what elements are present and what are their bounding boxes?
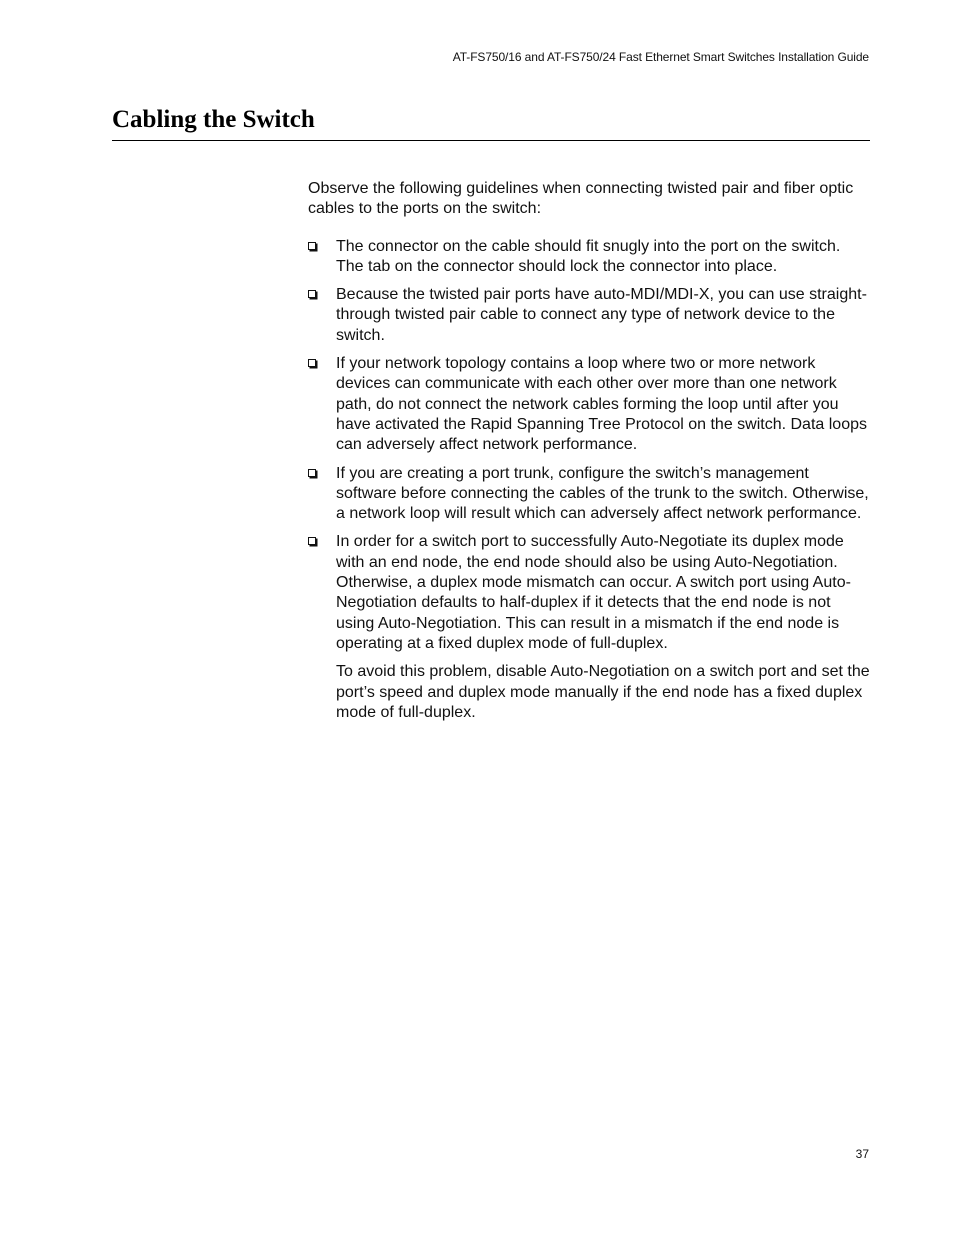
guideline-item — [308, 285, 870, 346]
guideline-item — [308, 464, 870, 525]
hollow-square-bullet-icon — [308, 469, 316, 477]
hollow-square-bullet-icon — [308, 359, 316, 367]
followup-paragraph: To avoid this problem, disable Auto-Negotiation on a switch port and set the port’s speed and duplex mode manually if the end node has a fixed duplex mode of full-duplex. — [336, 663, 870, 721]
hollow-square-bullet-icon — [308, 242, 316, 250]
guideline-list — [308, 237, 870, 655]
body-column — [308, 179, 870, 723]
hollow-square-bullet-icon — [308, 537, 316, 545]
guideline-text: If you are creating a port trunk, configure the switch’s management software before connecting the cables of the trunk to the switch. Otherwise, a network loop will result which can adversely affect network performance. — [336, 464, 869, 523]
guideline-item — [308, 237, 870, 278]
hollow-square-bullet-icon — [308, 290, 316, 298]
guideline-item — [308, 532, 870, 654]
intro-paragraph: Observe the following guidelines when connecting twisted pair and fiber optic cables to the ports on the switch: — [308, 180, 854, 218]
section-title: Cabling the Switch — [112, 106, 315, 133]
guideline-text: If your network topology contains a loop where two or more network devices can communicate with each other over more than one network path, do not connect the network cables forming the loop until after you have activated the Rapid Spanning Tree Protocol on the switch. Data loops can adversely affect network performance. — [336, 355, 867, 454]
guideline-text: In order for a switch port to successfully Auto-Negotiate its duplex mode with an end node, the end node should also be using Auto-Negotiation. Otherwise, a duplex mode mismatch can occur. A switch port using Auto-Negotiation defaults to half-duplex if it detects that the end node is not using Auto-Negotiation. This can result in a mismatch if the end node is operating at a fixed duplex mode of full-duplex. — [336, 533, 851, 652]
guideline-item — [308, 354, 870, 455]
page-number: 37 — [855, 1147, 869, 1161]
guideline-text: Because the twisted pair ports have auto-MDI/MDI-X, you can use straight-through twisted pair cable to connect any type of network device to the switch. — [336, 286, 867, 344]
title-rule — [112, 140, 870, 141]
guideline-text: The connector on the cable should fit snugly into the port on the switch. The tab on the connector should lock the connector into place. — [336, 237, 841, 275]
running-header: AT-FS750/16 and AT-FS750/24 Fast Ethernet Smart Switches Installation Guide — [452, 50, 869, 64]
